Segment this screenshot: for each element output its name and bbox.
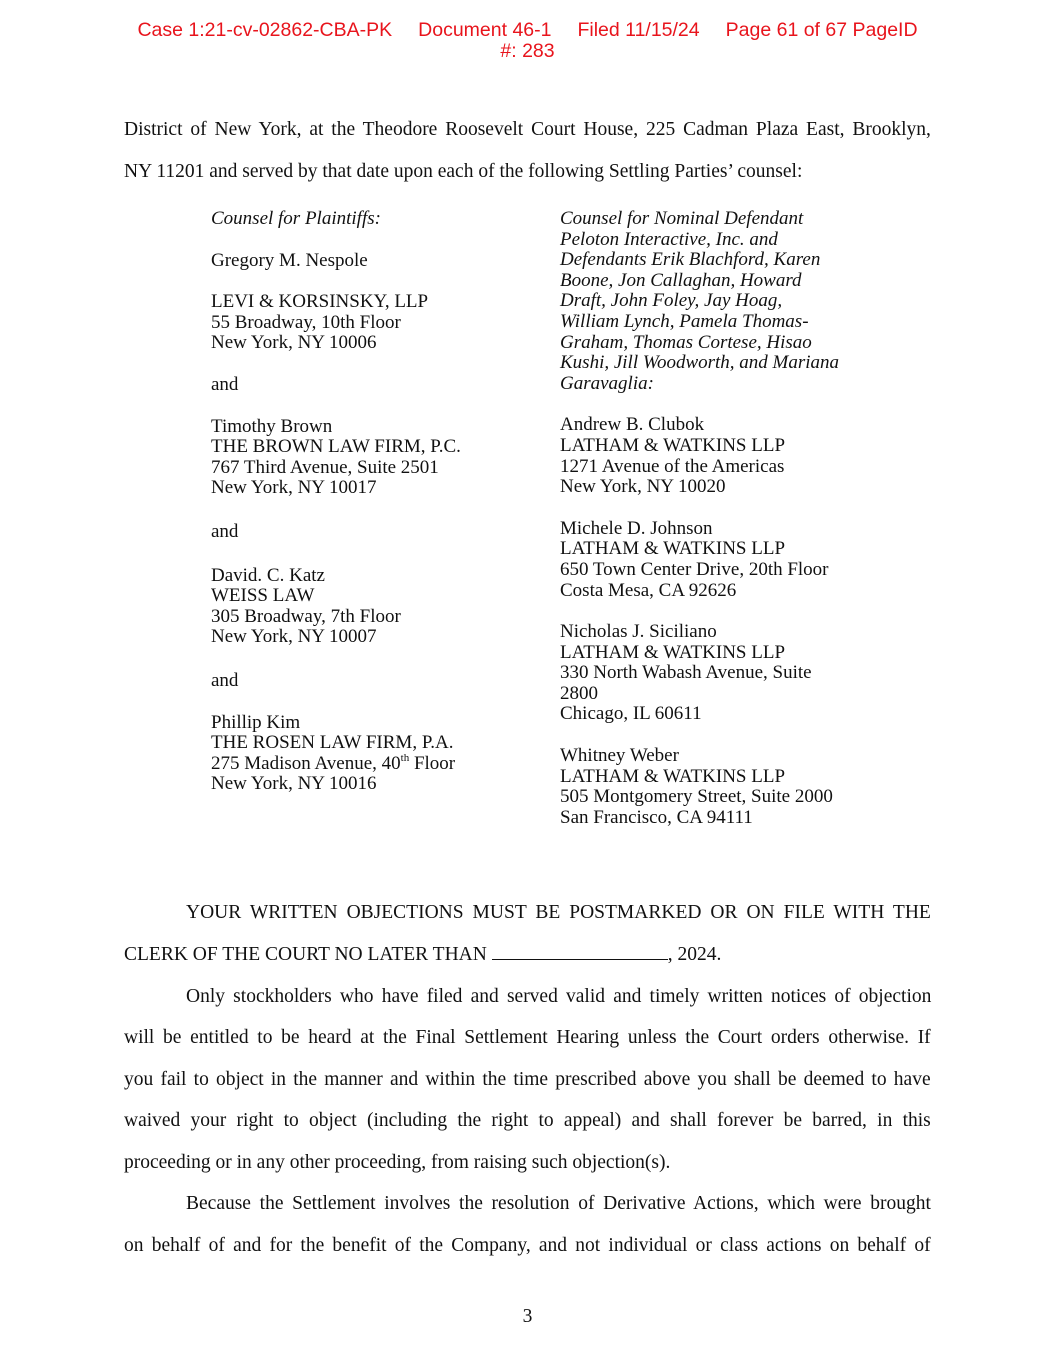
defendant-attorney-name: Whitney Weber	[560, 745, 679, 767]
page-info: Page 61 of 67 PageID	[725, 19, 918, 41]
defendant-firm-name: LATHAM & WATKINS LLP	[560, 765, 786, 787]
defendant-firm-name: LATHAM & WATKINS LLP	[560, 641, 786, 663]
defendant-attorney-name: Nicholas J. Siciliano	[560, 621, 717, 643]
because-settlement-line-2: on behalf of and for the benefit of the Company, and not individual or class actions on behalf of	[124, 1235, 931, 1256]
plaintiff-firm-address: New York, NY 10007	[211, 626, 377, 648]
heading-line: Draft, John Foley, Jay Hoag,	[560, 290, 783, 312]
page-number: 3	[522, 1306, 533, 1327]
defendant-attorney-name: Michele D. Johnson	[560, 517, 713, 539]
plaintiff-firm-name: THE ROSEN LAW FIRM, P.A.	[211, 732, 454, 754]
plaintiff-firm-name: LEVI & KORSINSKY, LLP	[211, 291, 429, 313]
plaintiff-firm-name: THE BROWN LAW FIRM, P.C.	[211, 436, 461, 458]
defendant-firm-address: New York, NY 10020	[560, 476, 726, 498]
plaintiffs-counsel-heading: Counsel for Plaintiffs:	[211, 208, 381, 229]
defendant-firm-address: 650 Town Center Drive, 20th Floor	[560, 558, 829, 580]
page-id: #: 283	[500, 40, 555, 62]
plaintiff-attorney-name: Timothy Brown	[211, 415, 333, 437]
plaintiff-firm-address	[211, 751, 531, 775]
document-number: Document 46-1	[418, 19, 552, 41]
defendant-firm-address: San Francisco, CA 94111	[560, 806, 753, 828]
defendant-firm-address: 330 North Wabash Avenue, Suite	[560, 662, 812, 684]
plaintiff-firm-address: 305 Broadway, 7th Floor	[211, 605, 401, 627]
only-stockholders-line-4: waived your right to object (including the right to appeal) and shall forever be barred, in this	[124, 1110, 931, 1131]
heading-line: Defendants Erik Blachford, Karen	[560, 249, 821, 271]
ordinal-suffix: th	[400, 751, 410, 764]
only-stockholders-line-3: you fail to object in the manner and within the time prescribed above you shall be deemed to have	[124, 1069, 931, 1090]
plaintiff-firm-address: 55 Broadway, 10th Floor	[211, 311, 401, 333]
defendant-firm-name: LATHAM & WATKINS LLP	[560, 538, 786, 560]
intro-line-2: NY 11201 and served by that date upon each of the following Settling Parties’ counsel:	[124, 161, 803, 182]
objections-deadline-text: CLERK OF THE COURT NO LATER THAN	[124, 944, 492, 965]
only-stockholders-line-2: will be entitled to be heard at the Final Settlement Hearing unless the Court orders otherwise. If	[124, 1027, 931, 1048]
plaintiff-firm-address: New York, NY 10006	[211, 332, 377, 354]
defendant-firm-address: 1271 Avenue of the Americas	[560, 455, 785, 477]
filing-header	[0, 20, 1055, 62]
plaintiff-firm-address: New York, NY 10017	[211, 477, 377, 499]
plaintiffs-counsel-block	[211, 209, 531, 795]
defendants-counsel-block	[560, 209, 890, 828]
filing-header-line1	[0, 20, 1055, 41]
conjunction-and: and	[211, 520, 239, 542]
only-stockholders-line-5: proceeding or in any other proceeding, from raising such objection(s).	[124, 1152, 671, 1173]
heading-line: William Lynch, Pamela Thomas-	[560, 310, 809, 332]
plaintiff-firm-name: WEISS LAW	[211, 585, 315, 607]
filed-date: Filed 11/15/24	[577, 19, 700, 41]
deadline-blank	[492, 945, 668, 960]
plaintiff-firm-address: New York, NY 10016	[211, 773, 377, 795]
defendant-firm-address: 505 Montgomery Street, Suite 2000	[560, 786, 833, 808]
objections-notice-line-1: YOUR WRITTEN OBJECTIONS MUST BE POSTMARKED OR ON FILE WITH THE	[186, 902, 931, 923]
heading-line: Peloton Interactive, Inc. and	[560, 228, 778, 250]
address-text: 275 Madison Avenue, 40	[211, 752, 401, 774]
objections-deadline-year: , 2024.	[667, 944, 722, 965]
intro-line-1: District of New York, at the Theodore Roosevelt Court House, 225 Cadman Plaza East, Brooklyn,	[124, 119, 931, 140]
address-text: Floor	[409, 752, 456, 774]
heading-line: Kushi, Jill Woodworth, and Mariana	[560, 352, 840, 374]
heading-line: Boone, Jon Callaghan, Howard	[560, 269, 802, 291]
plaintiff-attorney-name: Gregory M. Nespole	[211, 249, 368, 271]
plaintiff-attorney-name: David. C. Katz	[211, 564, 325, 586]
plaintiff-attorney-name: Phillip Kim	[211, 711, 301, 733]
defendant-firm-address: 2800	[560, 682, 598, 704]
heading-line: Graham, Thomas Cortese, Hisao	[560, 331, 812, 353]
only-stockholders-line-1: Only stockholders who have filed and served valid and timely written notices of objection	[186, 986, 932, 1007]
heading-line: Counsel for Nominal Defendant	[560, 208, 804, 229]
conjunction-and: and	[211, 373, 239, 395]
defendant-firm-name: LATHAM & WATKINS LLP	[560, 434, 786, 456]
defendant-firm-address: Chicago, IL 60611	[560, 703, 702, 725]
because-settlement-line-1: Because the Settlement involves the resolution of Derivative Actions, which were brought	[186, 1193, 931, 1214]
case-number: Case 1:21-cv-02862-CBA-PK	[137, 19, 393, 41]
defendants-counsel-heading	[560, 209, 890, 394]
conjunction-and: and	[211, 669, 239, 691]
defendant-attorney-name: Andrew B. Clubok	[560, 414, 705, 436]
heading-line: Garavaglia:	[560, 372, 654, 394]
defendant-firm-address: Costa Mesa, CA 92626	[560, 579, 737, 601]
objections-notice-line-2	[124, 944, 931, 966]
plaintiff-firm-address: 767 Third Avenue, Suite 2501	[211, 456, 439, 478]
